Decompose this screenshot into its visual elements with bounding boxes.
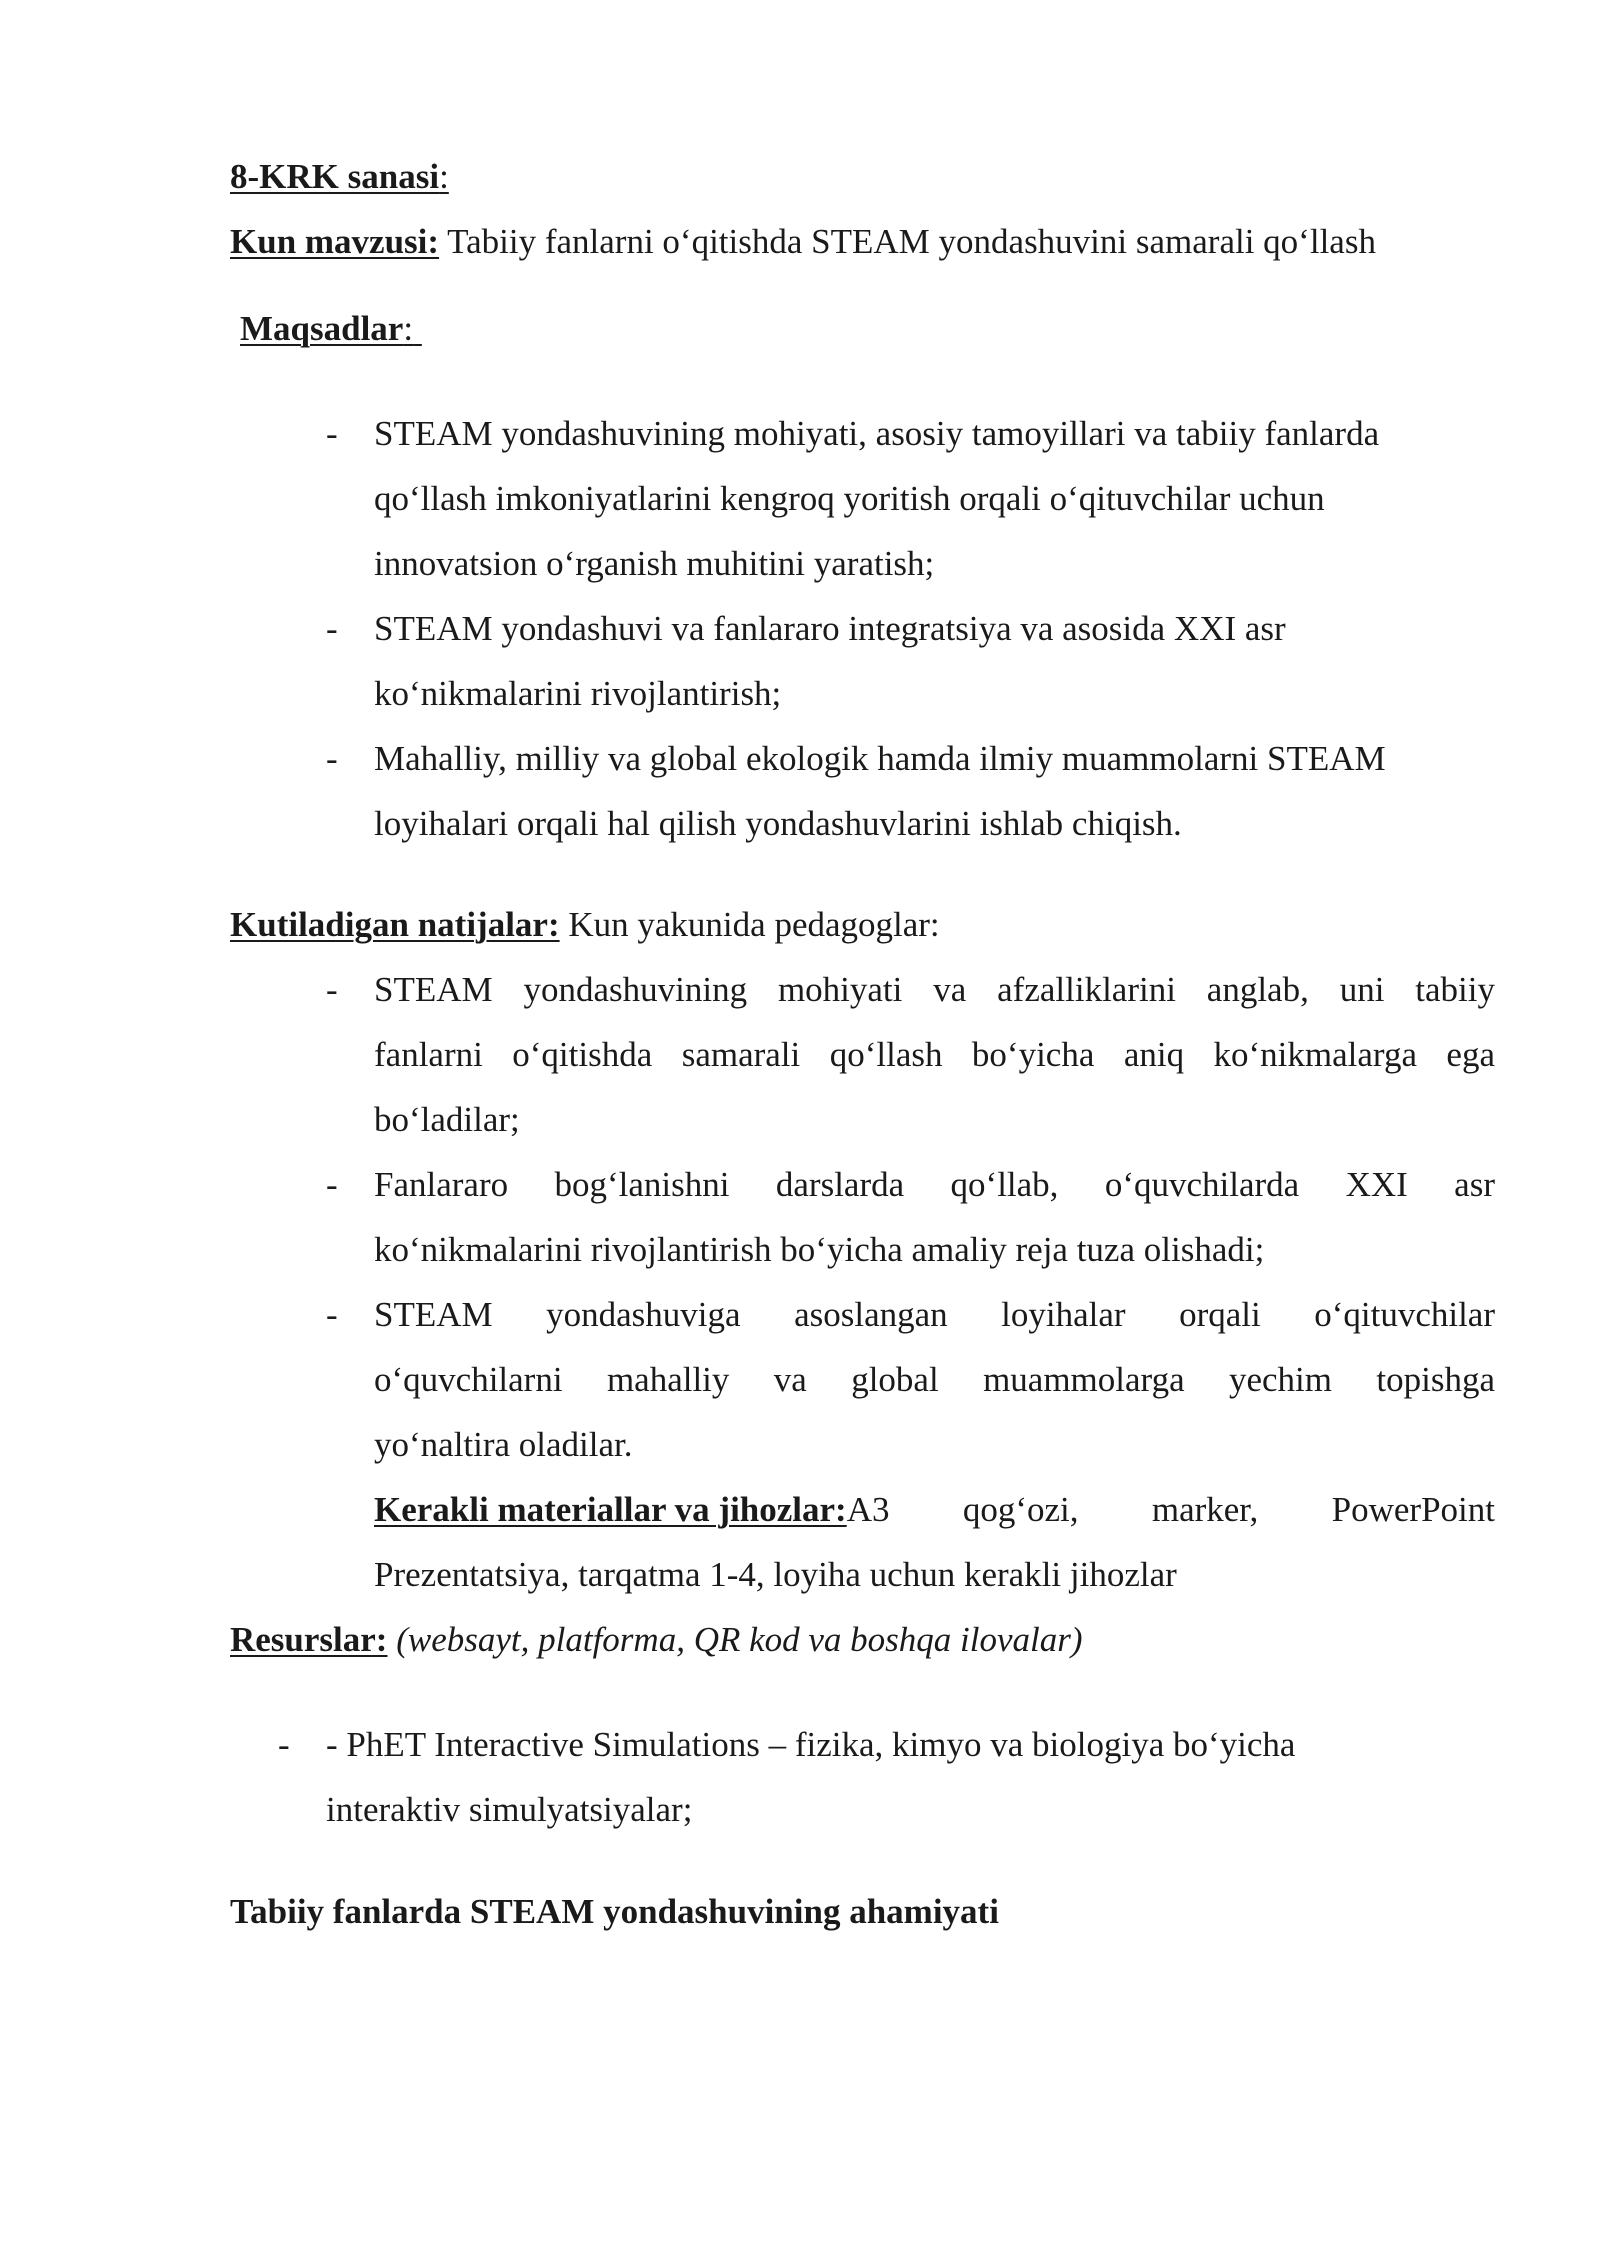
date-label: 8-KRK sanasi bbox=[230, 157, 440, 196]
result-3-line-1: STEAM yondashuviga asoslangan loyihalar orqali o‘qituvchilar bbox=[374, 1295, 1495, 1334]
goal-3-line-1: Mahalliy, milliy va global ekologik hamda ilmiy muammolarni STEAM bbox=[374, 739, 1386, 778]
materials-line bbox=[374, 1488, 1495, 1532]
resource-1-line-1: - PhET Interactive Simulations – fizika, kimyo va biologiya bo‘yicha bbox=[326, 1725, 1296, 1764]
date-line bbox=[230, 155, 449, 199]
result-1-line-3: bo‘ladilar; bbox=[374, 1100, 520, 1139]
results-label: Kutiladigan natijalar: bbox=[230, 905, 560, 944]
results-heading bbox=[230, 903, 940, 947]
result-3-line-3: yo‘naltira oladilar. bbox=[374, 1425, 633, 1464]
goal-1-dash: - bbox=[326, 414, 338, 453]
date-colon: : bbox=[439, 157, 449, 196]
goals-heading bbox=[240, 307, 422, 351]
result-2-dash: - bbox=[326, 1165, 338, 1204]
goal-2-line-2: ko‘nikmalarini rivojlantirish; bbox=[374, 674, 782, 713]
goal-1-line-3: innovatsion o‘rganish muhitini yaratish; bbox=[374, 544, 935, 583]
goal-1-line-1: STEAM yondashuvining mohiyati, asosiy tamoyillari va tabiiy fanlarda bbox=[374, 414, 1380, 453]
results-intro: Kun yakunida pedagoglar: bbox=[559, 905, 940, 944]
goal-3-line-2: loyihalari orqali hal qilish yondashuvlarini ishlab chiqish. bbox=[374, 804, 1182, 843]
result-1-line-1: STEAM yondashuvining mohiyati va afzalliklarini anglab, uni tabiiy bbox=[374, 970, 1495, 1009]
materials-text: A3 qog‘ozi, marker, PowerPoint bbox=[846, 1490, 1495, 1529]
resource-1-line-2: interaktiv simulyatsiyalar; bbox=[326, 1790, 693, 1829]
materials-label: Kerakli materiallar va jihozlar: bbox=[374, 1490, 847, 1529]
section-heading: Tabiiy fanlarda STEAM yondashuvining ahamiyati bbox=[230, 1892, 999, 1931]
resources-label: Resurslar: bbox=[230, 1620, 388, 1659]
result-1-dash: - bbox=[326, 970, 338, 1009]
resources-heading bbox=[230, 1618, 1083, 1662]
goals-colon: : bbox=[403, 309, 414, 348]
result-2-line-2: ko‘nikmalarini rivojlantirish bo‘yicha amaliy reja tuza olishadi; bbox=[374, 1230, 1265, 1269]
goal-1-line-2: qo‘llash imkoniyatlarini kengroq yoritish orqali o‘qituvchilar uchun bbox=[374, 479, 1325, 518]
goal-2-dash: - bbox=[326, 609, 338, 648]
result-2-line-1: Fanlararo bog‘lanishni darslarda qo‘llab, o‘quvchilarda XXI asr bbox=[374, 1165, 1495, 1204]
result-1-line-2: fanlarni o‘qitishda samarali qo‘llash bo‘yicha aniq ko‘nikmalarga ega bbox=[374, 1035, 1495, 1074]
goal-2-line-1: STEAM yondashuvi va fanlararo integratsiya va asosida XXI asr bbox=[374, 609, 1286, 648]
resources-note: (websayt, platforma, QR kod va boshqa ilovalar) bbox=[387, 1620, 1083, 1659]
topic-label: Kun mavzusi: bbox=[230, 222, 440, 261]
resource-1-dash: - bbox=[278, 1725, 290, 1764]
result-3-dash: - bbox=[326, 1295, 338, 1334]
goals-label: Maqsadlar bbox=[240, 309, 404, 348]
materials-line-2: Prezentatsiya, tarqatma 1-4, loyiha uchun kerakli jihozlar bbox=[374, 1555, 1177, 1594]
topic-text: Tabiiy fanlarni o‘qitishda STEAM yondashuvini samarali qo‘llash bbox=[439, 222, 1376, 261]
topic-line bbox=[230, 220, 1376, 264]
goal-3-dash: - bbox=[326, 739, 338, 778]
result-3-line-2: o‘quvchilarni mahalliy va global muammolarga yechim topishga bbox=[374, 1360, 1495, 1399]
